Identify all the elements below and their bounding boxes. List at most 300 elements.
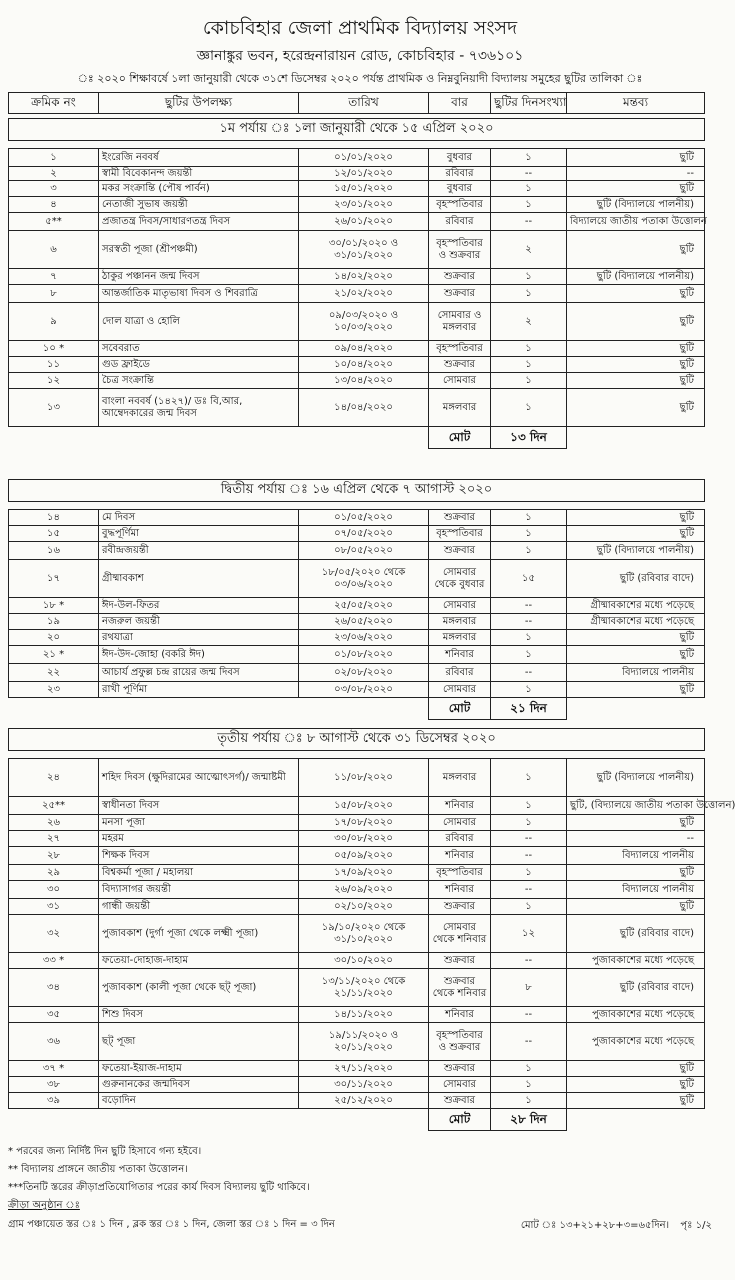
day-cell: শনিবার [429,1007,491,1023]
count-cell: ১ [491,357,567,373]
date-cell: ০২/০৮/২০২০ [299,664,429,682]
occasion-cell: ফতেয়া-ইয়াজ-দাহাম [99,1061,299,1077]
date-cell: ০৮/০৫/২০২০ [299,542,429,560]
footnote-sports: ***তিনটি স্তরের ক্রীড়াপ্রতিযোগিতার পরের কার্য দিবস বিদ্যালয় ছুটি থাকিবে। [8,1182,310,1193]
date-cell: ১৪/১১/২০২০ [299,1007,429,1023]
occasion-cell: পুজাবকাশ (দুর্গা পূজা থেকে লক্ষ্মী পূজা) [99,915,299,953]
date-cell: ১৭/০৮/২০২০ [299,815,429,831]
total-label: মোট [429,1109,491,1131]
day-cell: শুক্রবার থেকে শনিবার [429,969,491,1007]
count-cell: -- [491,1007,567,1023]
occasion-cell: ইংরেজি নববর্ষ [99,149,299,167]
table-row [9,915,705,953]
count-cell: -- [491,664,567,682]
occasion-cell: শিক্ষক দিবস [99,847,299,865]
page-number: পৃঃ ১/২ [680,1220,712,1231]
serial-cell: ৩০ [9,881,99,899]
occasion-cell: গ্রীষ্মাবকাশ [99,560,299,598]
date-cell: ০১/০১/২০২০ [299,149,429,167]
date-cell: ০১/০৮/২০২০ [299,646,429,664]
phase-total: ২১ দিন [491,698,567,720]
remark-cell: ছুটি [567,303,705,341]
count-cell: ২ [491,303,567,341]
remark-cell: -- [567,167,705,181]
day-cell: বৃহস্পতিবার [429,865,491,881]
occasion-cell: মহরম [99,831,299,847]
table-row [9,1023,705,1061]
remark-cell: ছুটি [567,181,705,197]
day-cell: মঙ্গলবার [429,759,491,797]
date-cell: ২৬/০৫/২০২০ [299,614,429,630]
table-row [9,269,705,285]
table-row [9,969,705,1007]
remark-cell: ছুটি [567,815,705,831]
serial-cell: ৯ [9,303,99,341]
date-cell: ২৩/০৬/২০২০ [299,630,429,646]
serial-cell: ৮ [9,285,99,303]
list-heading: ঃ ২০২০ শিক্ষাবর্ষে ১লা জানুয়ারী থেকে ৩১শে ডিসেম্বর ২০২০ পর্যন্ত প্রাথমিক ও নিম্নবুনিয়াদী বিদ্যালয় সমুহের ছুটির তালিকা ঃ [77,72,643,85]
occasion-cell: বুদ্ধপূর্ণিমা [99,526,299,542]
date-cell: ১৫/০৮/২০২০ [299,797,429,815]
occasion-cell: সবেবরাত [99,341,299,357]
serial-cell: ৩৪ [9,969,99,1007]
sports-levels: গ্রাম পঞ্চায়েত স্তর ঃ ১ দিন , ব্লক স্তর ঃ ১ দিন, জেলা স্তর ঃ ১ দিন = ৩ দিন [8,1219,335,1230]
serial-cell: ৪ [9,197,99,213]
table-row [9,1077,705,1093]
count-cell: ১ [491,630,567,646]
day-cell: সোমবার [429,598,491,614]
phase-title: তৃতীয় পর্যায় ঃ ৮ আগাস্ট থেকে ৩১ ডিসেম্বর ২০২০ [9,729,705,751]
date-cell: ১০/০৪/২০২০ [299,357,429,373]
table-row [9,797,705,815]
date-cell: ২৬/০১/২০২০ [299,213,429,231]
count-cell: ১ [491,815,567,831]
occasion-cell: গুরুনানকের জন্মদিবস [99,1077,299,1093]
serial-cell: ১৫ [9,526,99,542]
table-row [9,510,705,526]
table-row [9,213,705,231]
serial-cell: ২৩ [9,682,99,698]
serial-cell: ১০ * [9,341,99,357]
serial-cell: ১৭ [9,560,99,598]
phase-table [8,728,735,1131]
day-cell: বৃহস্পতিবার ও শুক্রবার [429,231,491,269]
day-cell: রবিবার [429,664,491,682]
total-blank [9,698,429,720]
serial-cell: ৩৬ [9,1023,99,1061]
count-cell: -- [491,831,567,847]
date-cell: ০৯/০৪/২০২০ [299,341,429,357]
page-title: কোচবিহার জেলা প্রাথমিক বিদ্যালয় সংসদ [202,17,518,39]
day-cell: বৃহস্পতিবার [429,526,491,542]
table-row [9,865,705,881]
table-row [9,598,705,614]
col-header-occasion: ছুটির উপলক্ষ্য [99,93,299,114]
serial-cell: ৩৫ [9,1007,99,1023]
occasion-cell: গুড ফ্রাইডে [99,357,299,373]
phase-title: ১ম পর্যায় ঃ ১লা জানুয়ারী থেকে ১৫ এপ্রিল ২০২০ [9,119,705,141]
occasion-cell: রাখী পূর্ণিমা [99,682,299,698]
date-cell: ০৩/০৮/২০২০ [299,682,429,698]
table-row [9,759,705,797]
serial-cell: ২১ * [9,646,99,664]
day-cell: সোমবার থেকে বুধবার [429,560,491,598]
day-cell: শুক্রবার [429,953,491,969]
date-cell: ৩০/১০/২০২০ [299,953,429,969]
count-cell: -- [491,598,567,614]
day-cell: শুক্রবার [429,542,491,560]
remark-cell: ছুটি [567,373,705,389]
date-cell: ২১/০২/২০২০ [299,285,429,303]
grand-total: মোট ঃ ১৩+২১+২৮+৩=৬৫দিন। [520,1220,670,1231]
day-cell: সোমবার থেকে শনিবার [429,915,491,953]
day-cell: বৃহস্পতিবার ও শুক্রবার [429,1023,491,1061]
phase-spacer [9,502,705,510]
remark-cell: -- [567,831,705,847]
table-row [9,341,705,357]
table-row [9,231,705,269]
count-cell: ৮ [491,969,567,1007]
occasion-cell: মকর সংক্রান্তি (পৌষ পার্বন) [99,181,299,197]
count-cell: ১ [491,510,567,526]
serial-cell: ২ [9,167,99,181]
total-blank [567,427,705,449]
remark-cell: ছুটি [567,357,705,373]
remark-cell: ছুটি (বিদ্যালয়ে পালনীয়) [567,269,705,285]
occasion-cell: ঈদ-উদ-জোহা (বকরি ঈদ) [99,646,299,664]
serial-cell: ২৮ [9,847,99,865]
day-cell: সোমবার [429,1077,491,1093]
remark-cell: ছুটি [567,630,705,646]
serial-cell: ৭ [9,269,99,285]
day-cell: মঙ্গলবার [429,630,491,646]
serial-cell: ২০ [9,630,99,646]
occasion-cell: আন্তর্জাতিক মাতৃভাষা দিবস ও শিবরাত্রি [99,285,299,303]
remark-cell: ছুটি [567,865,705,881]
table-row [9,646,705,664]
occasion-cell: শহিদ দিবস (ক্ষুদিরামের আত্মোৎসর্গ)/ জন্মাষ্টমী [99,759,299,797]
count-cell: -- [491,953,567,969]
count-cell: ১ [491,197,567,213]
remark-cell: ছুটি [567,389,705,427]
total-blank [567,1109,705,1131]
count-cell: ১ [491,373,567,389]
serial-cell: ১৮ * [9,598,99,614]
occasion-cell: রবীন্দ্রজয়ন্তী [99,542,299,560]
day-cell: বুধবার [429,181,491,197]
day-cell: শুক্রবার [429,899,491,915]
col-header-remark: মন্তব্য [567,93,705,114]
total-blank [9,1109,429,1131]
remark-cell: গ্রীষ্মাবকাশের মধ্যে পড়েছে [567,598,705,614]
occasion-cell: গান্ধী জয়ন্তী [99,899,299,915]
day-cell: শনিবার [429,847,491,865]
count-cell: ১ [491,526,567,542]
occasion-cell: ফতেয়া-দোহাজ-দাহাম [99,953,299,969]
remark-cell: ছুটি [567,285,705,303]
remark-cell: ছুটি [567,682,705,698]
remark-cell: পুজাবকাশের মধ্যে পড়েছে [567,1007,705,1023]
table-row [9,682,705,698]
count-cell: ১ [491,181,567,197]
phase-total: ২৮ দিন [491,1109,567,1131]
occasion-cell: চৈত্র সংক্রান্তি [99,373,299,389]
day-cell: শনিবার [429,881,491,899]
serial-cell: ১৬ [9,542,99,560]
remark-cell: ছুটি (রবিবার বাদে) [567,915,705,953]
date-cell: ৩০/১১/২০২০ [299,1077,429,1093]
occasion-cell: বড়োদিন [99,1093,299,1109]
serial-cell: ৩৭ * [9,1061,99,1077]
table-row [9,303,705,341]
remark-cell: ছুটি, (বিদ্যালয়ে জাতীয় পতাকা উত্তোলন) [567,797,705,815]
table-row [9,664,705,682]
date-cell: ১৪/০৪/২০২০ [299,389,429,427]
remark-cell: বিদ্যালয়ে পালনীয় [567,881,705,899]
remark-cell: ছুটি [567,1093,705,1109]
count-cell: ১ [491,542,567,560]
occasion-cell: নেতাজী সুভাষ জয়ন্তী [99,197,299,213]
remark-cell: ছুটি (বিদ্যালয়ে পালনীয়) [567,197,705,213]
table-row [9,197,705,213]
day-cell: শনিবার [429,797,491,815]
table-row [9,1061,705,1077]
day-cell: সোমবার [429,815,491,831]
table-row [9,149,705,167]
table-row [9,953,705,969]
day-cell: শুক্রবার [429,510,491,526]
serial-cell: ৩৯ [9,1093,99,1109]
date-cell: ০৫/০৯/২০২০ [299,847,429,865]
remark-cell: ছুটি [567,341,705,357]
table-row [9,630,705,646]
day-cell: মঙ্গলবার [429,614,491,630]
date-cell: ০৭/০৫/২০২০ [299,526,429,542]
table-row [9,881,705,899]
grand-total-line [521,1218,712,1235]
date-cell: ১৭/০৯/২০২০ [299,865,429,881]
occasion-cell: ঈদ-উল-ফিতর [99,598,299,614]
date-cell: ১৯/১১/২০২০ ও ২০/১১/২০২০ [299,1023,429,1061]
count-cell: ১ [491,269,567,285]
table-row [9,1007,705,1023]
remark-cell: ছুটি (রবিবার বাদে) [567,969,705,1007]
table-row [9,357,705,373]
occasion-cell: বাংলা নববর্ষ (১৪২৭)/ ডঃ বি,আর, আম্বেদকারের জন্ম দিবস [99,389,299,427]
serial-cell: ২৯ [9,865,99,881]
footnote-flag: ** বিদ্যালয় প্রাঙ্গনে জাতীয় পতাকা উত্তোলন। [8,1164,188,1175]
serial-cell: ২৪ [9,759,99,797]
occasion-cell: পুজাবকাশ (কালী পূজা থেকে ছট্ পূজা) [99,969,299,1007]
count-cell: ১ [491,341,567,357]
date-cell: ১৩/১১/২০২০ থেকে ২১/১১/২০২০ [299,969,429,1007]
total-blank [9,427,429,449]
footnote-festival: * পরবের জন্য নির্দিষ্ট দিন ছুটি হিসাবে গন্য হইবে। [8,1146,202,1157]
date-cell: ১৮/০৫/২০২০ থেকে ০৩/০৬/২০২০ [299,560,429,598]
date-cell: ১৫/০১/২০২০ [299,181,429,197]
date-cell: ০১/০৫/২০২০ [299,510,429,526]
day-cell: বুধবার [429,149,491,167]
occasion-cell: মনসা পূজা [99,815,299,831]
day-cell: রবিবার [429,831,491,847]
day-cell: সোমবার [429,682,491,698]
serial-cell: ১৪ [9,510,99,526]
day-cell: শুক্রবার [429,357,491,373]
table-row [9,815,705,831]
day-cell: শনিবার [429,646,491,664]
sports-heading: ক্রীড়া অনুষ্ঠান ঃ [8,1200,80,1211]
remark-cell: ছুটি (রবিবার বাদে) [567,560,705,598]
count-cell: -- [491,1023,567,1061]
serial-cell: ১২ [9,373,99,389]
total-label: মোট [429,698,491,720]
remark-cell: পুজাবকাশের মধ্যে পড়েছে [567,1023,705,1061]
table-row [9,526,705,542]
phase-title: দ্বিতীয় পর্যায় ঃ ১৬ এপ্রিল থেকে ৭ আগাস্ট ২০২০ [9,480,705,502]
count-cell: -- [491,167,567,181]
table-row [9,389,705,427]
day-cell: শুক্রবার [429,285,491,303]
day-cell: সোমবার ও মঙ্গলবার [429,303,491,341]
serial-cell: ৩ [9,181,99,197]
remark-cell: ছুটি [567,231,705,269]
serial-cell: ৬ [9,231,99,269]
date-cell: ৩০/০৮/২০২০ [299,831,429,847]
date-cell: ৩০/০১/২০২০ ও ৩১/০১/২০২০ [299,231,429,269]
table-row [9,614,705,630]
date-cell: ২৬/০৯/২০২০ [299,881,429,899]
serial-cell: ৩২ [9,915,99,953]
day-cell: সোমবার [429,373,491,389]
day-cell: রবিবার [429,213,491,231]
serial-cell: ১৩ [9,389,99,427]
day-cell: বৃহস্পতিবার [429,341,491,357]
count-cell: ১ [491,865,567,881]
serial-cell: ২৫** [9,797,99,815]
occasion-cell: আচার্য প্রফুল্ল চন্দ্র রায়ের জন্ম দিবস [99,664,299,682]
table-row [9,167,705,181]
occasion-cell: রথযাত্রা [99,630,299,646]
remark-cell: ছুটি (বিদ্যালয়ে পালনীয়) [567,542,705,560]
count-cell: ১ [491,1061,567,1077]
date-cell: ১৪/০২/২০২০ [299,269,429,285]
date-cell: ১১/০৮/২০২০ [299,759,429,797]
remark-cell: ছুটি [567,526,705,542]
count-cell: -- [491,614,567,630]
col-header-count: ছুটির দিনসংখ্যা [491,93,567,114]
count-cell: ১ [491,285,567,303]
table-row [9,847,705,865]
occasion-cell: ছট্ পূজা [99,1023,299,1061]
phase-spacer [9,751,705,759]
date-cell: ২৫/১২/২০২০ [299,1093,429,1109]
column-header-table [8,92,705,114]
remark-cell: ছুটি [567,1077,705,1093]
count-cell: ১২ [491,915,567,953]
occasion-cell: শিশু দিবস [99,1007,299,1023]
col-header-date: তারিখ [299,93,429,114]
remark-cell: ছুটি [567,899,705,915]
day-cell: শুক্রবার [429,1061,491,1077]
serial-cell: ৩১ [9,899,99,915]
occasion-cell: বিশ্বকর্মা পূজা / মহালয়া [99,865,299,881]
remark-cell: গ্রীষ্মাবকাশের মধ্যে পড়েছে [567,614,705,630]
serial-cell: ৩৮ [9,1077,99,1093]
table-row [9,373,705,389]
count-cell: ১ [491,682,567,698]
phase-table [8,118,705,449]
occasion-cell: দোল যাত্রা ও হোলি [99,303,299,341]
remark-cell: ছুটি [567,1061,705,1077]
count-cell: ১ [491,797,567,815]
count-cell: ১ [491,1077,567,1093]
count-cell: ১ [491,149,567,167]
day-cell: মঙ্গলবার [429,389,491,427]
remark-cell: বিদ্যালয়ে জাতীয় পতাকা উত্তোলন [567,213,705,231]
total-label: মোট [429,427,491,449]
count-cell: -- [491,847,567,865]
office-address: জ্ঞানাঙ্কুর ভবন, হরেন্দ্রনারায়ন রোড, কোচবিহার - ৭৩৬১০১ [196,48,524,64]
total-blank [567,698,705,720]
date-cell: ২৭/১১/২০২০ [299,1061,429,1077]
count-cell: ১৫ [491,560,567,598]
date-cell: ০৯/০৩/২০২০ ও ১০/০৩/২০২০ [299,303,429,341]
count-cell: ১ [491,899,567,915]
remark-cell: বিদ্যালয়ে পালনীয় [567,847,705,865]
date-cell: ১৩/০৪/২০২০ [299,373,429,389]
table-row [9,831,705,847]
serial-cell: ৩৩ * [9,953,99,969]
phase-table [8,479,705,720]
occasion-cell: প্রজাতন্ত্র দিবস/সাধারণতন্ত্র দিবস [99,213,299,231]
serial-cell: ১৯ [9,614,99,630]
serial-cell: ১ [9,149,99,167]
count-cell: ১ [491,646,567,664]
count-cell: -- [491,881,567,899]
table-row [9,285,705,303]
count-cell: -- [491,213,567,231]
col-header-serial: ক্রমিক নং [9,93,99,114]
serial-cell: ২২ [9,664,99,682]
date-cell: ১২/০১/২০২০ [299,167,429,181]
serial-cell: ২৬ [9,815,99,831]
day-cell: শুক্রবার [429,269,491,285]
remark-cell: ছুটি [567,149,705,167]
date-cell: ১৯/১০/২০২০ থেকে ৩১/১০/২০২০ [299,915,429,953]
date-cell: ০২/১০/২০২০ [299,899,429,915]
occasion-cell: নজরুল জয়ন্তী [99,614,299,630]
serial-cell: ২৭ [9,831,99,847]
count-cell: ১ [491,759,567,797]
count-cell: ১ [491,1093,567,1109]
date-cell: ২৫/০৫/২০২০ [299,598,429,614]
table-row [9,542,705,560]
occasion-cell: ঠাকুর পঞ্চানন জন্ম দিবস [99,269,299,285]
date-cell: ২৩/০১/২০২০ [299,197,429,213]
occasion-cell: মে দিবস [99,510,299,526]
count-cell: ২ [491,231,567,269]
occasion-cell: স্বাধীনতা দিবস [99,797,299,815]
col-header-day: বার [429,93,491,114]
occasion-cell: বিদ্যাসাগর জয়ন্তী [99,881,299,899]
phase-total: ১৩ দিন [491,427,567,449]
serial-cell: ৫** [9,213,99,231]
remark-cell: বিদ্যালয়ে পালনীয় [567,664,705,682]
day-cell: রবিবার [429,167,491,181]
occasion-cell: স্বামী বিবেকানন্দ জয়ন্তী [99,167,299,181]
serial-cell: ১১ [9,357,99,373]
occasion-cell: সরস্বতী পূজা (শ্রীপঞ্চমী) [99,231,299,269]
